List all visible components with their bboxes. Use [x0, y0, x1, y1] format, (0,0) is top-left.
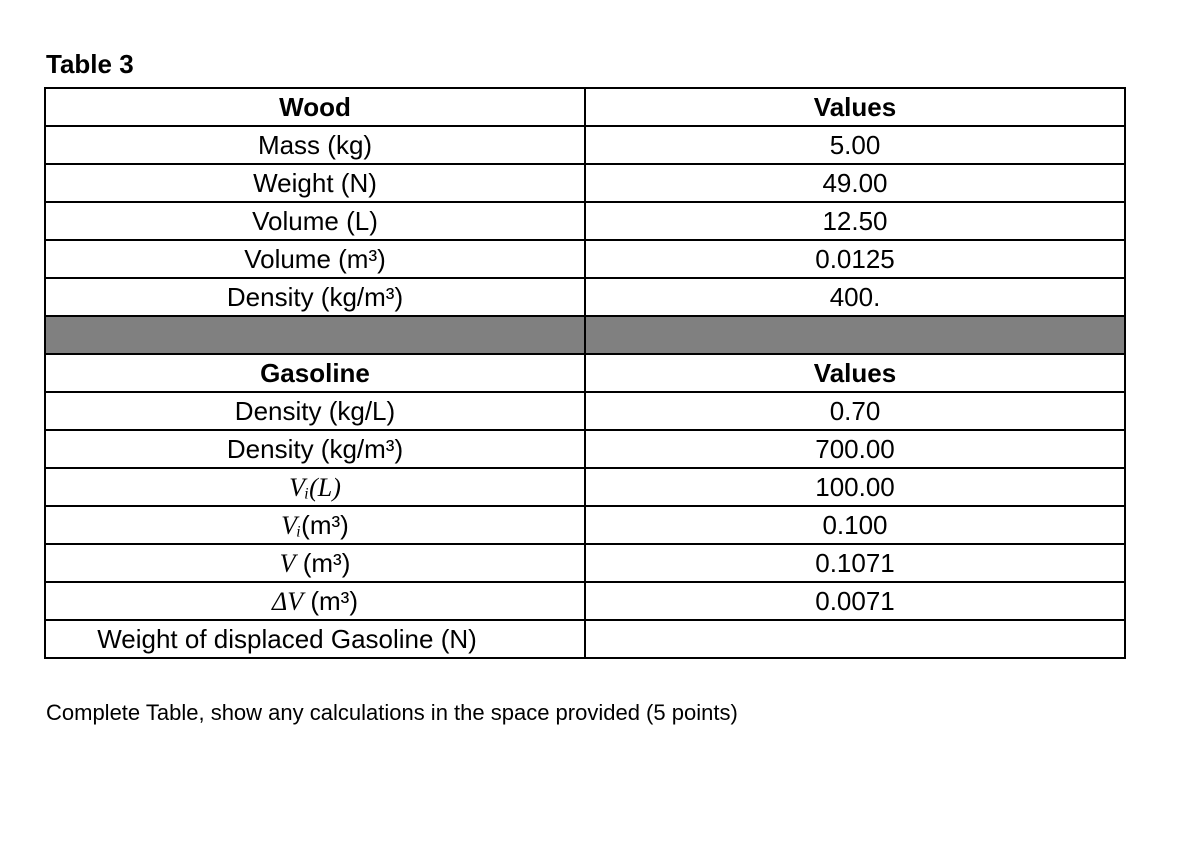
row-value: 0.100: [585, 506, 1125, 544]
separator-cell: [45, 316, 585, 354]
table-row: [45, 240, 1125, 278]
data-table: [44, 87, 1126, 659]
row-label: Volume (L): [45, 202, 585, 240]
footnote: Complete Table, show any calculations in the space provided (5 points): [46, 700, 738, 725]
row-label: Density (kg/L): [45, 392, 585, 430]
row-value: 0.1071: [585, 544, 1125, 582]
row-label: Weight of displaced Gasoline (N): [45, 620, 585, 658]
table-row: [45, 126, 1125, 164]
row-label: Density (kg/m³): [45, 430, 585, 468]
variable-unit: (m³): [303, 585, 358, 616]
separator-cell: [585, 316, 1125, 354]
row-label: Mass (kg): [45, 126, 585, 164]
variable-symbol: V: [279, 548, 296, 578]
table-row: [45, 468, 1125, 506]
row-label: Volume (m³): [45, 240, 585, 278]
table-title: Table 3: [46, 49, 134, 79]
row-value: 12.50: [585, 202, 1125, 240]
wood-header-label: Wood: [45, 88, 585, 126]
row-value: 49.00: [585, 164, 1125, 202]
variable-symbol: Vᵢ: [289, 472, 310, 502]
table-row: [45, 278, 1125, 316]
table-row: [45, 506, 1125, 544]
separator-row: [45, 316, 1125, 354]
row-label: [45, 582, 585, 620]
gasoline-header-value: Values: [585, 354, 1125, 392]
variable-symbol: Vᵢ: [281, 510, 302, 540]
row-value: 5.00: [585, 126, 1125, 164]
table-row: [45, 544, 1125, 582]
table-row: [45, 392, 1125, 430]
row-label: Weight (N): [45, 164, 585, 202]
variable-unit: (m³): [295, 547, 351, 578]
row-value: 0.0071: [585, 582, 1125, 620]
row-value: 0.70: [585, 392, 1125, 430]
variable-symbol: ΔV: [271, 586, 304, 616]
row-value: 700.00: [585, 430, 1125, 468]
row-value: 400.: [585, 278, 1125, 316]
row-label: Density (kg/m³): [45, 278, 585, 316]
table-row: [45, 620, 1125, 658]
gasoline-header-label: Gasoline: [45, 354, 585, 392]
row-label: [45, 506, 585, 544]
wood-header-value: Values: [585, 88, 1125, 126]
table-row: [45, 582, 1125, 620]
table-row: [45, 164, 1125, 202]
row-value-empty[interactable]: [585, 620, 1125, 658]
table-row: [45, 202, 1125, 240]
row-label: [45, 468, 585, 506]
variable-unit: (L): [309, 472, 341, 502]
row-label: [45, 544, 585, 582]
row-value: 100.00: [585, 468, 1125, 506]
table-row: [45, 354, 1125, 392]
table-row: [45, 430, 1125, 468]
table-row: [45, 88, 1125, 126]
variable-unit: (m³): [301, 509, 349, 540]
row-value: 0.0125: [585, 240, 1125, 278]
